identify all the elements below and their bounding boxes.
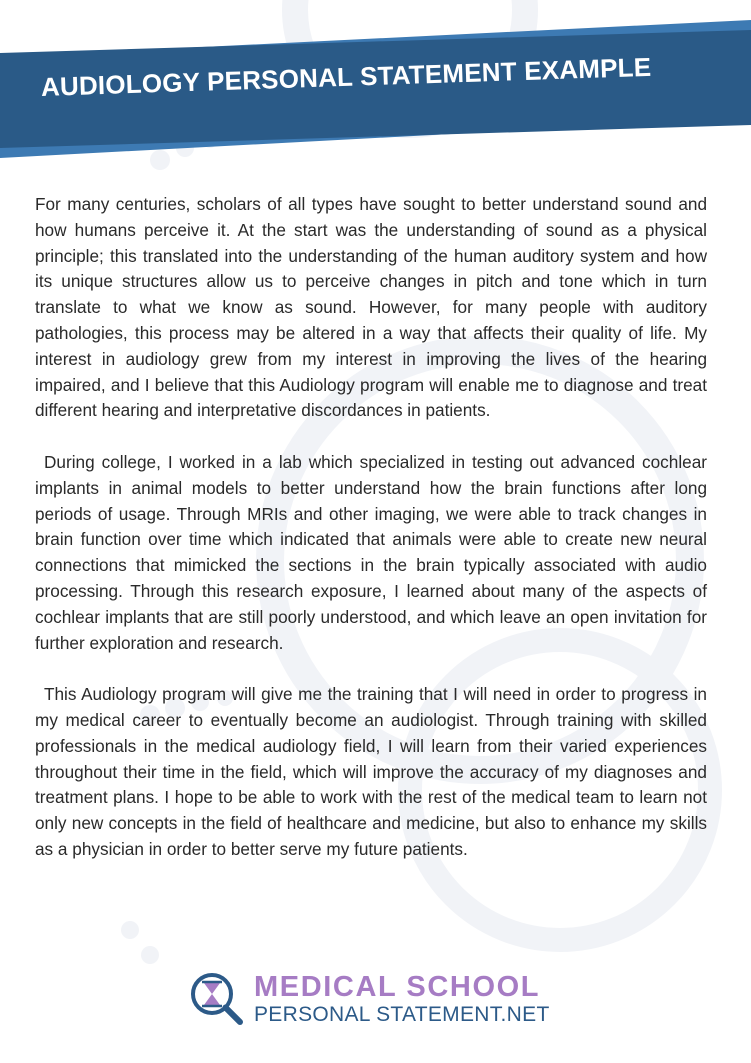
paragraph-2: During college, I worked in a lab which specialized in testing out advanced cochlear implants in animal models to better understand how the brain functions after long periods of usage. Through MRIs and other imaging, we were able to track changes in brain function over time which indicated that animals were able to create new neural connections that mimicked the sections in the brain typically associated with audio processing. Through this research exposure, I learned about many of the aspects of cochlear implants that are still poorly understood, and which leave an open invitation for further exploration and research. bbox=[35, 451, 707, 653]
logo-text-medical-school: MEDICAL SCHOOL bbox=[254, 971, 541, 1003]
statement-body bbox=[35, 192, 707, 889]
paragraph-1: For many centuries, scholars of all types have sought to better understand sound and how humans perceive it. At the start was the understanding of sound as a physical principle; this translated into the understanding of the human auditory system and how its unique structures allow us to perceive changes in pitch and tone which in turn translate to what we know as sound. However, for many people with auditory pathologies, this process may be altered in a way that affects their quality of life. My interest in audiology grew from my interest in improving the lives of the hearing impaired, and I believe that this Audiology program will enable me to diagnose and treat different hearing and interpretative discordances in patients. bbox=[35, 194, 707, 421]
paragraph-3: This Audiology program will give me the training that I will need in order to progress in my medical career to eventually become an audiologist. Through training with skilled professionals in the medical audiology field, I will learn from their varied experiences throughout their time in the field, which will improve the accuracy of my diagnoses and treatment plans. I hope to be able to work with the rest of the medical team to learn not only new concepts in the field of healthcare and medicine, but also to enhance my skills as a physician in order to better serve my future patients. bbox=[35, 684, 707, 859]
logo-text-personal-statement: PERSONAL STATEMENT.NET bbox=[254, 1003, 550, 1026]
footer-logo bbox=[188, 968, 568, 1032]
magnifier-hourglass-icon bbox=[188, 970, 246, 1028]
page-title: AUDIOLOGY PERSONAL STATEMENT EXAMPLE bbox=[40, 51, 652, 102]
